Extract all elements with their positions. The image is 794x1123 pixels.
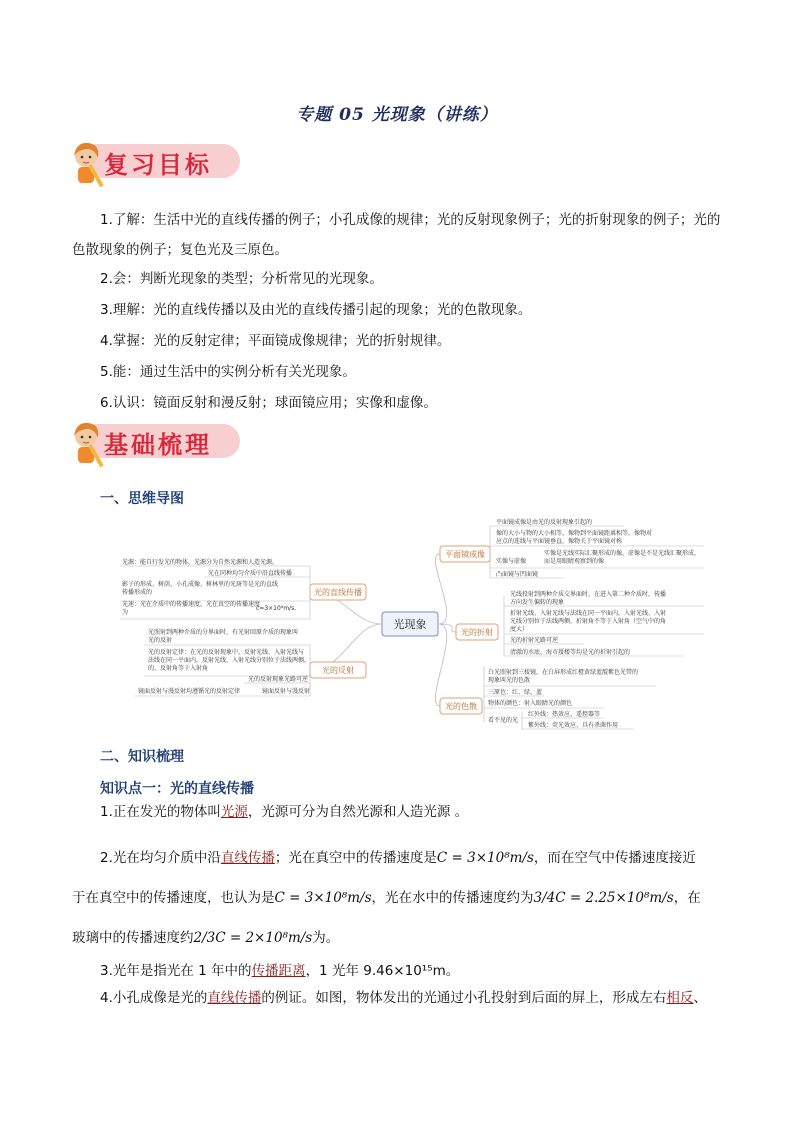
svg-text:白光照射到三棱镜，在白屏形成红橙黄绿蓝靛紫色光带的: 白光照射到三棱镜，在白屏形成红橙黄绿蓝靛紫色光带的 bbox=[488, 669, 639, 676]
svg-text:实像是光线实际汇聚形成的像，虚像是不是光线汇聚形成，: 实像是光线实际汇聚形成的像，虚像是不是光线汇聚形成， bbox=[544, 550, 701, 557]
term-straight-line: 直线传播 bbox=[220, 850, 275, 866]
svg-text:折射光线、入射光线与法线在同一平面内，入射光线、入射: 折射光线、入射光线与法线在同一平面内，入射光线、入射 bbox=[510, 610, 667, 617]
svg-text:光的反射: 光的反射 bbox=[322, 666, 354, 675]
mind-map bbox=[104, 514, 716, 730]
term-light-source: 光源 bbox=[220, 804, 248, 820]
svg-text:为: 为 bbox=[122, 609, 129, 616]
review-goal-6: 6.认识：镜面反射和漫反射；球面镜应用；实像和虚像。 bbox=[100, 395, 437, 411]
paragraph-4: 4.小孔成像是光的直线传播的例证。如图，物体发出的光通过小孔投射到后面的屏上，形成左右相反、 bbox=[100, 990, 707, 1006]
paragraph-1: 1.正在发光的物体叫光源，光源可分为自然光源和人造光源 。 bbox=[100, 804, 469, 820]
svg-text:平面镜成像是由光的反射现象引起的: 平面镜成像是由光的反射现象引起的 bbox=[496, 519, 593, 526]
paragraph-2: 2.光在均匀介质中沿直线传播；光在真空中的传播速度是C = 3×10⁸m/s，而在空气中传播速度接近 于在真空中的传播速度，也认为是C = 3×10⁸m/s，光在水中的传播速度约为3/4C = 2.25×10⁸m/s，在 玻璃中的传播速度约2/3C = 2×10⁸m/s为。 bbox=[72, 850, 701, 946]
term-distance: 传播距离 bbox=[251, 963, 306, 979]
review-goal-3: 3.理解：光的直线传播以及由光的直线传播引起的现象；光的色散现象。 bbox=[100, 302, 532, 318]
review-goal-4: 4.掌握：光的反射定律；平面镜成像规律；光的折射规律。 bbox=[100, 333, 451, 349]
svg-text:光线分别位于法线两侧，折射角不等于入射角（空气中的角: 光线分别位于法线两侧，折射角不等于入射角（空气中的角 bbox=[510, 618, 667, 625]
svg-text:像的大小与物的大小相等，像物到平面镜距离相等，像物对: 像的大小与物的大小相等，像物到平面镜距离相等，像物对 bbox=[496, 530, 653, 537]
svg-text:镜面反射与漫反射均遵循光的反射定律: 镜面反射与漫反射均遵循光的反射定律 bbox=[138, 688, 241, 695]
review-goal-1: 1.了解：生活中光的直线传播的例子；小孔成像的规律；光的反射现象例子；光的折射现象的例子；光的色散现象的例子；复色光及三原色。 bbox=[72, 212, 721, 258]
review-goal-5: 5.能：通过生活中的实例分析有关光现象。 bbox=[100, 364, 356, 380]
term-straight-line-2: 直线传播 bbox=[207, 990, 262, 1006]
svg-text:物体的颜色：射入眼睛光的颜色: 物体的颜色：射入眼睛光的颜色 bbox=[488, 700, 573, 707]
section-knowledge-heading: 二、知识梳理 bbox=[100, 749, 184, 765]
formula-c-water: 3/4C = 2.25×10⁸m/s bbox=[533, 890, 674, 906]
svg-text:c=3×10⁸m/s.: c=3×10⁸m/s. bbox=[256, 605, 297, 612]
formula-c-air: C = 3×10⁸m/s bbox=[274, 890, 372, 906]
knowledge-point-1-heading: 知识点一：光的直线传播 bbox=[100, 781, 254, 797]
svg-text:三原色：红、绿、蓝: 三原色：红、绿、蓝 bbox=[488, 689, 543, 696]
svg-text:光在同种均匀介质中沿直线传播: 光在同种均匀介质中沿直线传播 bbox=[208, 570, 293, 577]
svg-text:光的反射: 光的反射 bbox=[148, 637, 173, 644]
svg-text:光的反射定律：在光的反射现象中，反射光线、入射光线与: 光的反射定律：在光的反射现象中，反射光线、入射光线与 bbox=[148, 649, 305, 656]
svg-text:光的反射现象光路可逆: 光的反射现象光路可逆 bbox=[248, 676, 309, 683]
mindmap-node-straight-propagation bbox=[310, 584, 366, 600]
svg-text:光的折射: 光的折射 bbox=[461, 628, 493, 637]
svg-text:光的色散: 光的色散 bbox=[445, 702, 477, 711]
svg-text:光照射到两种介质的分界面时，有光射回原介质的现象叫: 光照射到两种介质的分界面时，有光射回原介质的现象叫 bbox=[148, 629, 299, 636]
svg-text:的，反射角等于入射角: 的，反射角等于入射角 bbox=[148, 665, 209, 672]
svg-text:紫外线：荧光效应、具有杀菌作用: 紫外线：荧光效应、具有杀菌作用 bbox=[528, 722, 619, 729]
page-title: 专题 05 光现象（讲练） bbox=[296, 105, 498, 125]
mindmap-node-reflection bbox=[310, 662, 366, 678]
formula-c-glass: 2/3C = 2×10⁸m/s bbox=[193, 930, 313, 946]
svg-text:传播形成的: 传播形成的 bbox=[122, 589, 153, 596]
svg-text:光速：光在介质中的传播速度，光在真空的传播速度: 光速：光在介质中的传播速度，光在真空的传播速度 bbox=[122, 601, 261, 608]
paragraph-3: 3.光年是指光在 1 年中的传播距离，1 光年 9.46×10¹⁵m。 bbox=[100, 963, 460, 979]
svg-text:清澈的水底、海市蜃楼等均是光的折射引起的: 清澈的水底、海市蜃楼等均是光的折射引起的 bbox=[510, 649, 631, 656]
banner-title: 复习目标 bbox=[104, 150, 212, 179]
svg-text:光的折射光路可逆: 光的折射光路可逆 bbox=[510, 637, 559, 644]
svg-text:光线投射到两种介质交界面时，在进入第二种介质时，传播: 光线投射到两种介质交界面时，在进入第二种介质时，传播 bbox=[510, 591, 667, 598]
svg-text:看不见的光: 看不见的光 bbox=[488, 717, 519, 724]
svg-text:而是用眼睛观察到的像: 而是用眼睛观察到的像 bbox=[544, 558, 605, 565]
basics-banner bbox=[68, 420, 244, 466]
mindmap-node-refraction bbox=[456, 624, 498, 640]
review-goals-banner bbox=[68, 140, 244, 186]
svg-text:平面镜成像: 平面镜成像 bbox=[445, 550, 485, 559]
svg-text:镜面反射与漫反射: 镜面反射与漫反射 bbox=[262, 688, 311, 695]
cartoon-girl-icon bbox=[68, 140, 108, 192]
svg-text:方向发生偏转的现象: 方向发生偏转的现象 bbox=[510, 599, 565, 606]
term-opposite: 相反 bbox=[666, 990, 694, 1006]
formula-c-vacuum: C = 3×10⁸m/s bbox=[436, 850, 534, 866]
mindmap-center-label: 光现象 bbox=[393, 618, 427, 631]
svg-text:实像与虚像: 实像与虚像 bbox=[496, 558, 527, 565]
svg-text:红外线：热效应、遥控器等: 红外线：热效应、遥控器等 bbox=[528, 711, 601, 718]
section-mindmap-heading: 一、思维导图 bbox=[100, 491, 184, 507]
banner-title: 基础梳理 bbox=[104, 430, 212, 459]
svg-text:光源：能自行发光的物体，光源分为自然光源和人造光源。: 光源：能自行发光的物体，光源分为自然光源和人造光源。 bbox=[122, 559, 279, 566]
cartoon-girl-icon bbox=[68, 420, 108, 472]
svg-text:光的直线传播: 光的直线传播 bbox=[314, 588, 362, 597]
svg-text:凸面镜与凹面镜: 凸面镜与凹面镜 bbox=[496, 571, 539, 578]
svg-text:影子的形成、树荫、小孔成像、树林里的光斑等是光的直线: 影子的形成、树荫、小孔成像、树林里的光斑等是光的直线 bbox=[122, 581, 279, 588]
mindmap-node-plane-mirror bbox=[440, 546, 490, 562]
review-goal-2: 2.会：判断光现象的类型；分析常见的光现象。 bbox=[100, 271, 383, 287]
mindmap-node-dispersion bbox=[440, 698, 482, 714]
svg-text:现象叫光的色散: 现象叫光的色散 bbox=[488, 677, 531, 684]
svg-text:度大）: 度大） bbox=[510, 626, 529, 633]
svg-text:应点的连线与平面镜垂直，像物关于平面镜对称: 应点的连线与平面镜垂直，像物关于平面镜对称 bbox=[496, 538, 623, 545]
svg-text:法线在同一平面内，反射光线、入射光线分别位于法线两侧，: 法线在同一平面内，反射光线、入射光线分别位于法线两侧， bbox=[148, 657, 311, 664]
